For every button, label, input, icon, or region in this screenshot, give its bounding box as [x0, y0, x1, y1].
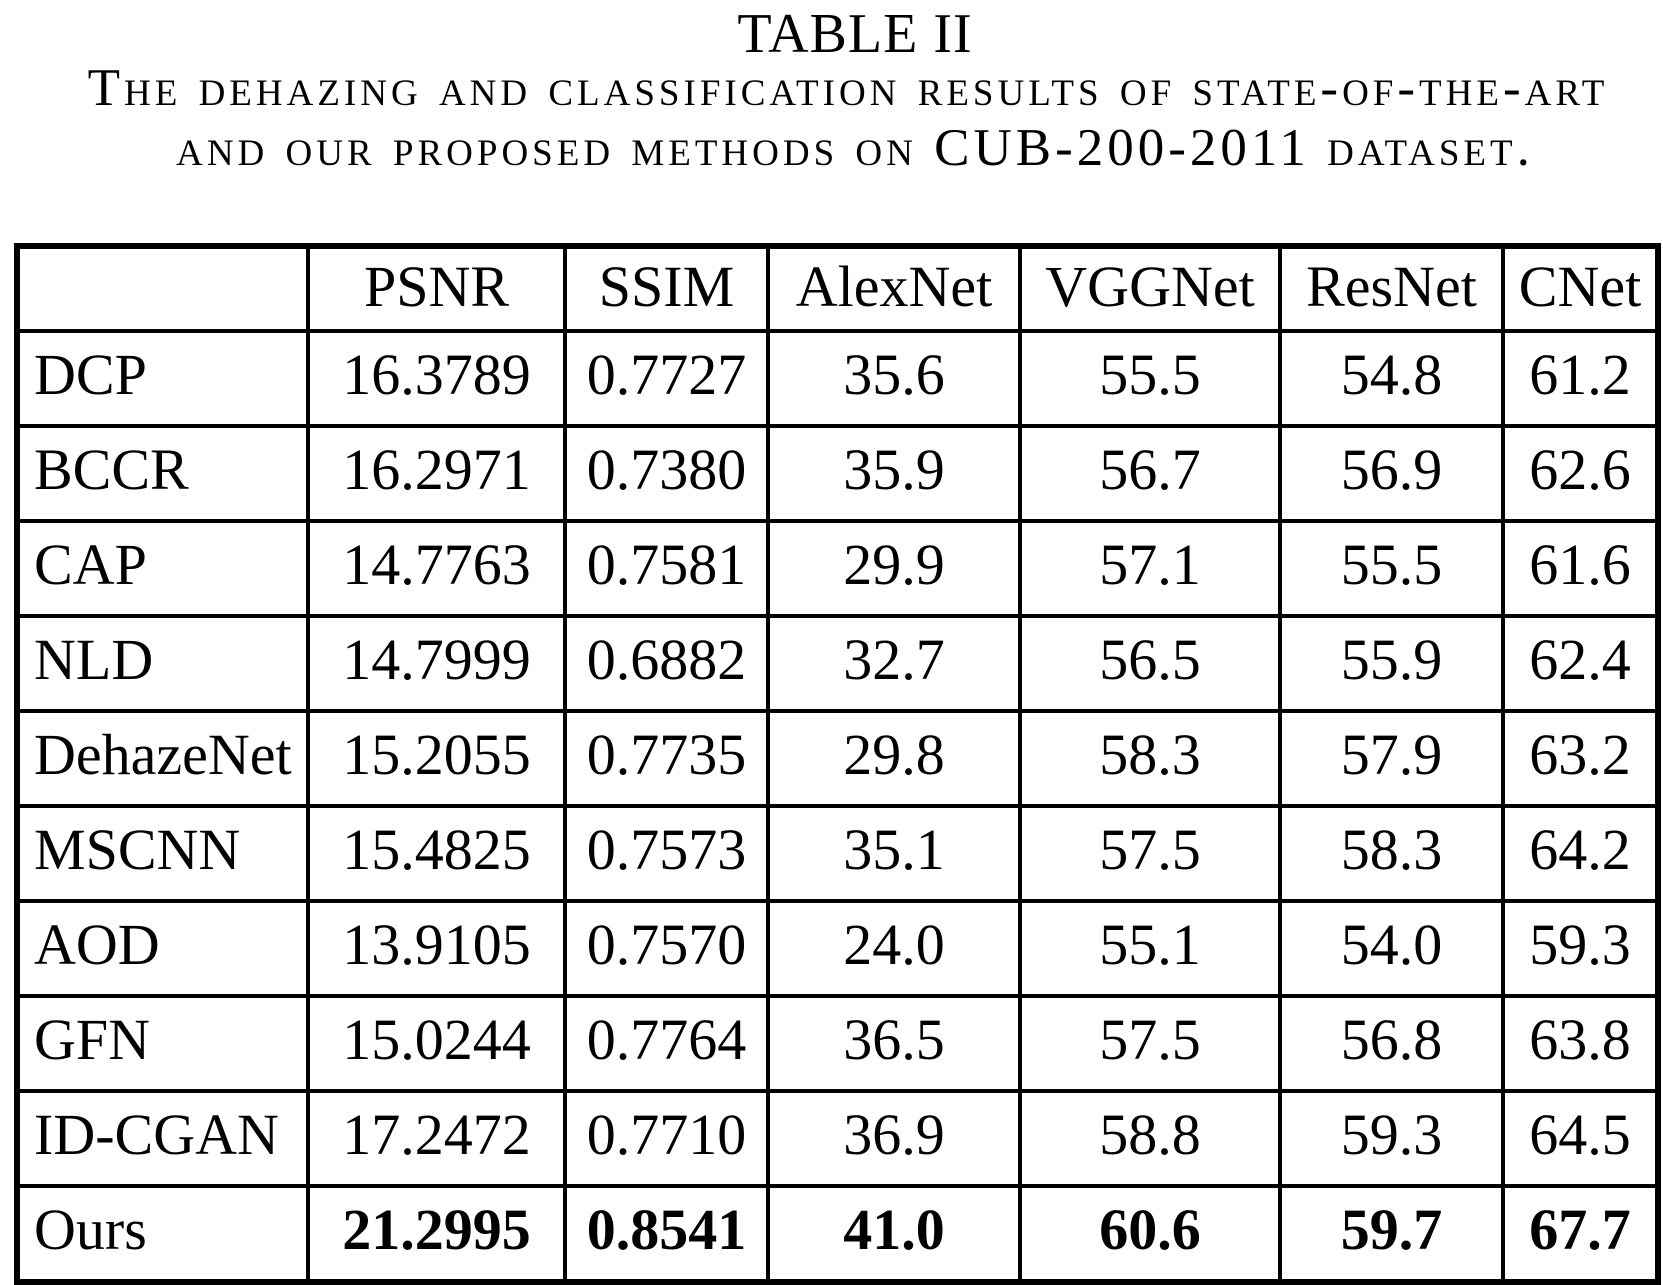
corner-cell — [17, 246, 308, 331]
metric-value-alexnet: 35.9 — [768, 426, 1020, 521]
table-row-nld — [17, 616, 1658, 711]
metric-value-resnet: 59.3 — [1280, 1091, 1503, 1186]
table-caption-line2: and our proposed methods on CUB-200-2011 dataset. — [176, 119, 1534, 177]
table-body — [17, 331, 1658, 1282]
table-row-aod — [17, 901, 1658, 996]
metric-value-ssim: 0.8541 — [565, 1186, 768, 1282]
column-header-vggnet: VGGNet — [1020, 246, 1280, 331]
metric-value-vggnet: 57.1 — [1020, 521, 1280, 616]
header-row — [17, 246, 1658, 331]
metric-value-ssim: 0.7764 — [565, 996, 768, 1091]
column-header-alexnet: AlexNet — [768, 246, 1020, 331]
metric-value-ssim: 0.7727 — [565, 331, 768, 426]
column-header-ssim: SSIM — [565, 246, 768, 331]
column-header-resnet: ResNet — [1280, 246, 1503, 331]
metric-value-resnet: 54.0 — [1280, 901, 1503, 996]
metric-value-alexnet: 24.0 — [768, 901, 1020, 996]
metric-value-ssim: 0.6882 — [565, 616, 768, 711]
column-header-psnr: PSNR — [308, 246, 565, 331]
metric-value-ssim: 0.7735 — [565, 711, 768, 806]
metric-value-cnet: 64.5 — [1503, 1091, 1658, 1186]
table-title: TABLE II — [737, 3, 973, 65]
metric-value-alexnet: 29.8 — [768, 711, 1020, 806]
column-header-cnet: CNet — [1503, 246, 1658, 331]
table-caption-line1: The dehazing and classification results of state-of-the-art — [87, 59, 1609, 117]
metric-value-vggnet: 55.5 — [1020, 331, 1280, 426]
metric-value-resnet: 56.8 — [1280, 996, 1503, 1091]
metric-value-cnet: 63.2 — [1503, 711, 1658, 806]
table-row-ours — [17, 1186, 1658, 1282]
metric-value-ssim: 0.7380 — [565, 426, 768, 521]
metric-value-cnet: 61.2 — [1503, 331, 1658, 426]
metric-value-psnr: 15.4825 — [308, 806, 565, 901]
method-name: AOD — [17, 901, 308, 996]
method-name: GFN — [17, 996, 308, 1091]
metric-value-psnr: 13.9105 — [308, 901, 565, 996]
metric-value-cnet: 62.6 — [1503, 426, 1658, 521]
metric-value-resnet: 55.5 — [1280, 521, 1503, 616]
metric-value-vggnet: 55.1 — [1020, 901, 1280, 996]
method-name: BCCR — [17, 426, 308, 521]
metric-value-vggnet: 58.3 — [1020, 711, 1280, 806]
method-name: NLD — [17, 616, 308, 711]
metric-value-ssim: 0.7710 — [565, 1091, 768, 1186]
metric-value-vggnet: 56.5 — [1020, 616, 1280, 711]
metric-value-psnr: 21.2995 — [308, 1186, 565, 1282]
metric-value-vggnet: 56.7 — [1020, 426, 1280, 521]
metric-value-cnet: 63.8 — [1503, 996, 1658, 1091]
metric-value-alexnet: 35.6 — [768, 331, 1020, 426]
metric-value-psnr: 15.0244 — [308, 996, 565, 1091]
metric-value-resnet: 58.3 — [1280, 806, 1503, 901]
table-row-dehazenet — [17, 711, 1658, 806]
method-name: DehazeNet — [17, 711, 308, 806]
metric-value-psnr: 14.7763 — [308, 521, 565, 616]
metric-value-vggnet: 60.6 — [1020, 1186, 1280, 1282]
metric-value-psnr: 17.2472 — [308, 1091, 565, 1186]
metric-value-resnet: 57.9 — [1280, 711, 1503, 806]
metric-value-psnr: 16.3789 — [308, 331, 565, 426]
metric-value-cnet: 61.6 — [1503, 521, 1658, 616]
method-name: ID-CGAN — [17, 1091, 308, 1186]
results-table — [14, 243, 1661, 1285]
metric-value-resnet: 54.8 — [1280, 331, 1503, 426]
metric-value-ssim: 0.7570 — [565, 901, 768, 996]
table-row-cap — [17, 521, 1658, 616]
metric-value-alexnet: 41.0 — [768, 1186, 1020, 1282]
metric-value-alexnet: 35.1 — [768, 806, 1020, 901]
metric-value-cnet: 62.4 — [1503, 616, 1658, 711]
metric-value-psnr: 16.2971 — [308, 426, 565, 521]
metric-value-resnet: 59.7 — [1280, 1186, 1503, 1282]
metric-value-resnet: 55.9 — [1280, 616, 1503, 711]
metric-value-cnet: 59.3 — [1503, 901, 1658, 996]
metric-value-cnet: 67.7 — [1503, 1186, 1658, 1282]
metric-value-cnet: 64.2 — [1503, 806, 1658, 901]
metric-value-psnr: 14.7999 — [308, 616, 565, 711]
table-row-dcp — [17, 331, 1658, 426]
method-name: DCP — [17, 331, 308, 426]
method-name: MSCNN — [17, 806, 308, 901]
method-name: Ours — [17, 1186, 308, 1282]
metric-value-vggnet: 57.5 — [1020, 996, 1280, 1091]
metric-value-alexnet: 36.9 — [768, 1091, 1020, 1186]
table-row-id-cgan — [17, 1091, 1658, 1186]
table-row-bccr — [17, 426, 1658, 521]
table-row-gfn — [17, 996, 1658, 1091]
table-row-mscnn — [17, 806, 1658, 901]
metric-value-resnet: 56.9 — [1280, 426, 1503, 521]
metric-value-alexnet: 36.5 — [768, 996, 1020, 1091]
metric-value-alexnet: 29.9 — [768, 521, 1020, 616]
metric-value-ssim: 0.7573 — [565, 806, 768, 901]
table-header-row — [17, 246, 1658, 331]
metric-value-vggnet: 58.8 — [1020, 1091, 1280, 1186]
metric-value-vggnet: 57.5 — [1020, 806, 1280, 901]
method-name: CAP — [17, 521, 308, 616]
metric-value-alexnet: 32.7 — [768, 616, 1020, 711]
metric-value-psnr: 15.2055 — [308, 711, 565, 806]
metric-value-ssim: 0.7581 — [565, 521, 768, 616]
